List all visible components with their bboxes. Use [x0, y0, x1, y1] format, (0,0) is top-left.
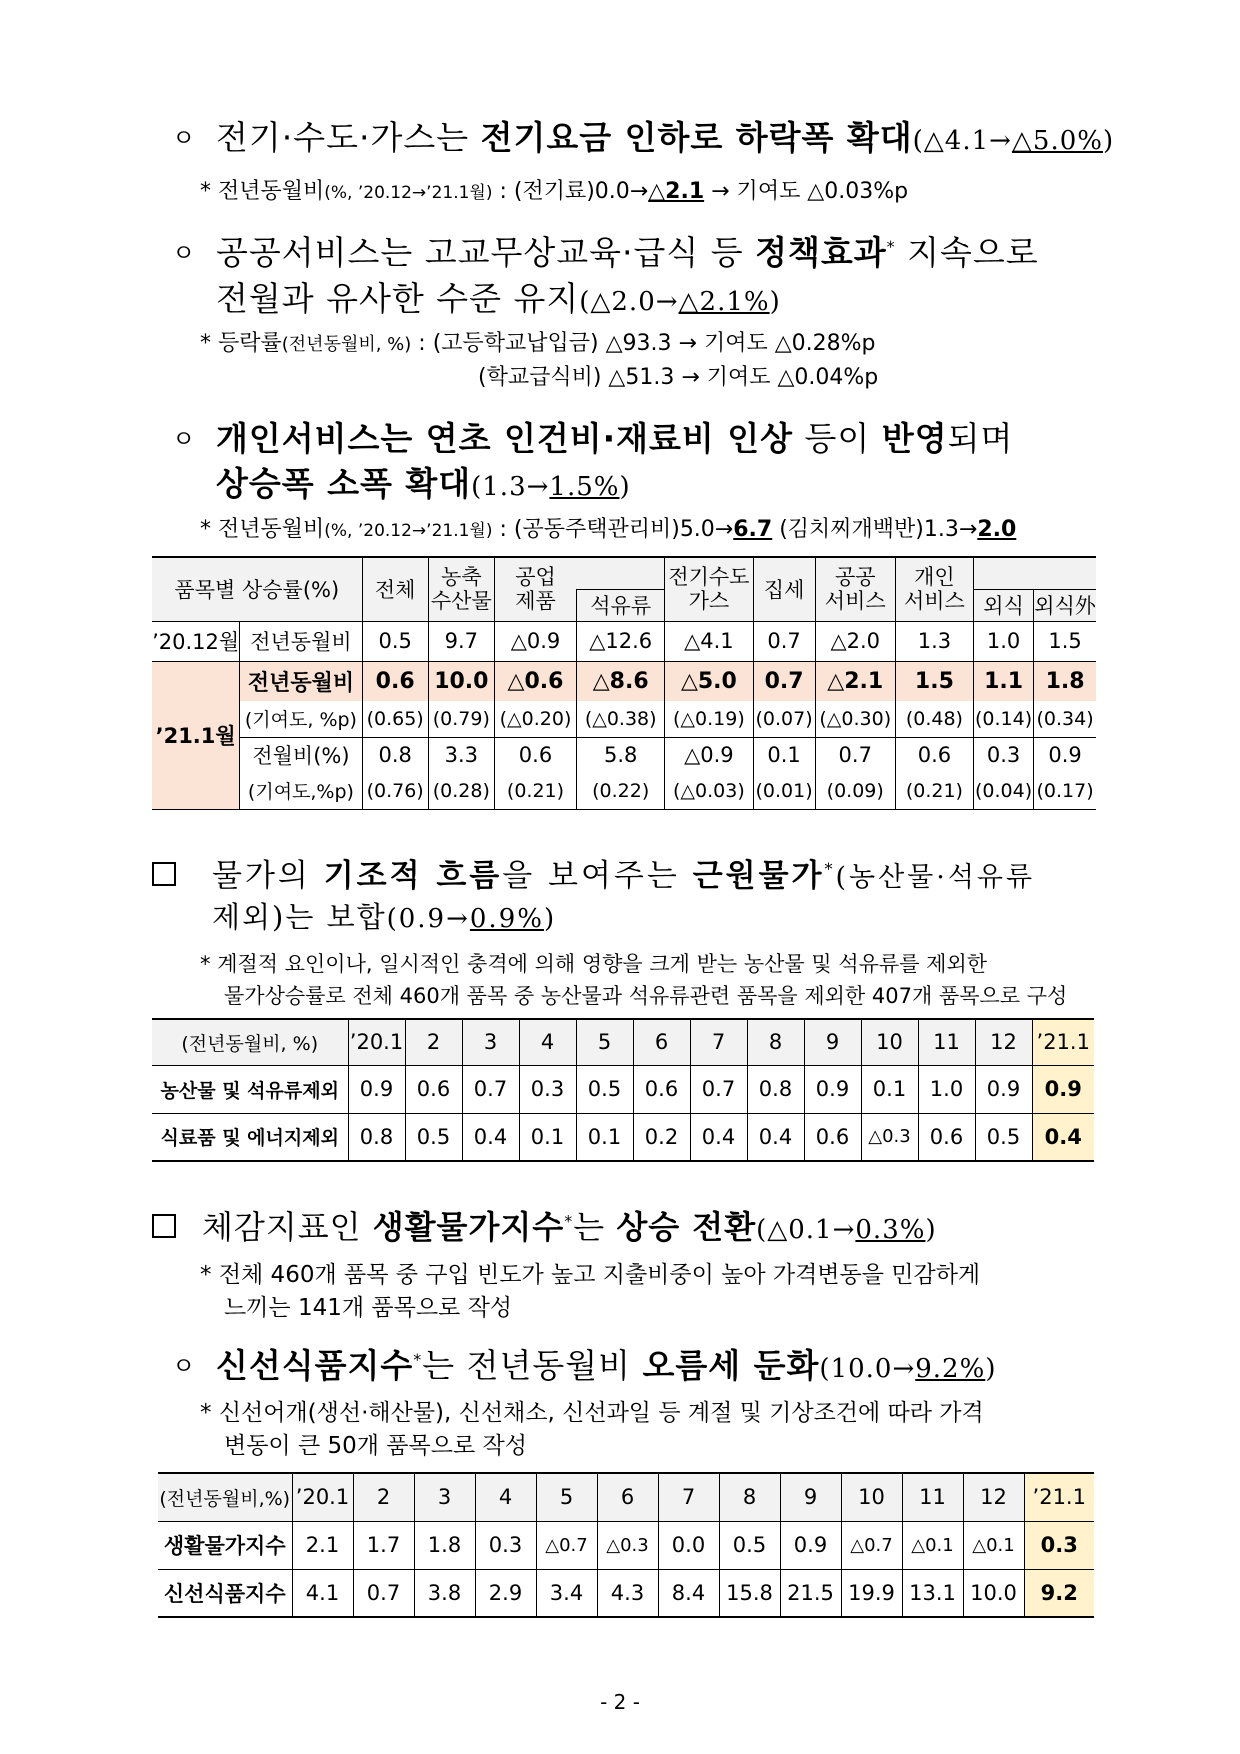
s4-note-line2: 물가상승률로 전체 460개 품목 중 농산물과 석유류관련 품목을 제외한 407개 품목으로 구성	[224, 984, 1068, 1008]
header-agri: 농축 수산물	[428, 557, 494, 621]
s3-heading-line2: 상승폭 소폭 확대(1.3→1.5%)	[216, 464, 631, 503]
s3-heading-line1: 개인서비스는 연초 인건비·재료비 인상 등이 반영되며	[216, 419, 1014, 458]
checkbox-square	[152, 862, 176, 890]
checkbox-square	[152, 1214, 176, 1242]
s1-heading	[216, 112, 1114, 159]
table-row: 신선식품지수 4.1 0.7 3.8 2.9 3.4 4.3 8.4 15.8 21.5 19.9 13.1 10.0 9.2	[158, 1569, 1094, 1617]
header-nondining: 외식外	[1034, 589, 1096, 621]
bullet-circle: ㅇ	[172, 425, 196, 453]
s4-note-line1: * 계절적 요인이나, 일시적인 충격에 의해 영향을 크게 받는 농산물 및 석유류를 제외한	[200, 952, 988, 976]
bullet-circle: ㅇ	[172, 1352, 196, 1380]
table-row: ’21.1월 전년동월비 0.6 10.0 △0.6 △8.6 △5.0 0.7 △2.1 1.5 1.1 1.8	[152, 661, 1096, 701]
header-rent: 집세	[753, 557, 815, 621]
s5-note-line1: * 전체 460개 품목 중 구입 빈도가 높고 지출비중이 높아 가격변동을 민감하게	[200, 1262, 981, 1288]
header-total: 전체	[362, 557, 428, 621]
header-public: 공공 서비스	[815, 557, 895, 621]
s1-text-a: 전기·수도·가스는	[216, 118, 481, 157]
bullet-circle: ㅇ	[172, 239, 196, 267]
page-number: - 2 -	[600, 1690, 640, 1714]
table-row: 생활물가지수 2.1 1.7 1.8 0.3 △0.7 △0.3 0.0 0.5 0.9 △0.7 △0.1 △0.1 0.3	[158, 1521, 1094, 1569]
s2-note: * 등락률(전년동월비, %) : (고등학교납입금) △93.3 → 기여도 △0.28%p	[200, 331, 876, 356]
header-personal: 개인 서비스	[895, 557, 973, 621]
s4-heading-line1: 물가의 기조적 흐름을 보여주는 근원물가*(농산물·석유류	[212, 858, 1036, 894]
living-index-table: (전년동월비,%) ’20.1 2 3 4 5 6 7 8 9 10 11 12 ’21.1 생활물가지수 2.1 1.7 1.8 0.3 △0.7 △0.3 0.0 0.5 0.9 △0.7 △0.1 △0.1 0.3 신선식품지수 4.1 0.7 3.8 2.9 3.4 4.3 8.4 15.8 21.5 19.9 13.1 10.0 9.2	[158, 1472, 1094, 1618]
s2-heading-line1: 공공서비스는 고교무상교육·급식 등 정책효과* 지속으로	[216, 233, 1039, 272]
table-row: 전월비(%) 0.8 3.3 0.6 5.8 △0.9 0.1 0.7 0.6 0.3 0.9	[152, 737, 1096, 773]
core-inflation-table: (전년동월비, %) ’20.1 2 3 4 5 6 7 8 9 10 11 12 ’21.1 농산물 및 석유류제외 0.9 0.6 0.7 0.3 0.5 0.6 0.7 0.8 0.9 0.1 1.0 0.9 0.9 식료품 및 에너지제외 0.8 0.5 0.4 0.1 0.1 0.2 0.4 0.4 0.6 △0.3 0.6 0.5 0.4	[152, 1018, 1094, 1162]
s6-note-line2: 변동이 큰 50개 품목으로 작성	[224, 1433, 527, 1459]
s6-note-line1: * 신선어개(생선·해산물), 신선채소, 신선과일 등 계절 및 기상조건에 따라 가격	[200, 1400, 984, 1426]
table-row: 농산물 및 석유류제외 0.9 0.6 0.7 0.3 0.5 0.6 0.7 0.8 0.9 0.1 1.0 0.9 0.9	[152, 1065, 1094, 1113]
s1-paren: (△4.1→△5.0%)	[912, 126, 1115, 156]
table-row: (기여도, %p) (0.65) (0.79) (△0.20) (△0.38) (△0.19) (0.07) (△0.30) (0.48) (0.14) (0.34)	[152, 701, 1096, 737]
s6-heading: 신선식품지수*는 전년동월비 오름세 둔화(10.0→9.2%)	[216, 1346, 997, 1385]
s5-note-line2: 느끼는 141개 품목으로 작성	[224, 1295, 513, 1321]
s2-note-line2: (학교급식비) △51.3 → 기여도 △0.04%p	[478, 365, 879, 390]
table-row: (기여도,%p) (0.76) (0.28) (0.21) (0.22) (△0.03) (0.01) (0.09) (0.21) (0.04) (0.17)	[152, 773, 1096, 809]
header-utility: 전기수도 가스	[665, 557, 753, 621]
s1-note: * 전년동월비(%, ’20.12→’21.1월) : (전기료)0.0→△2.1 → 기여도 △0.03%p	[200, 179, 909, 204]
header-label: (전년동월비,%)	[158, 1473, 292, 1521]
table-row: ’20.12월 전년동월비 0.5 9.7 △0.9 △12.6 △4.1 0.7 △2.0 1.3 1.0 1.5	[152, 621, 1096, 661]
header-industry: 공업 제품	[494, 557, 576, 621]
s1-text-b: 전기요금 인하로 하락폭 확대	[480, 118, 913, 157]
s5-heading: 체감지표인 생활물가지수*는 상승 전환(△0.1→0.3%)	[202, 1208, 937, 1246]
s3-note: * 전년동월비(%, ’20.12→’21.1월) : (공동주택관리비)5.0→6.7 (김치찌개백반)1.3→2.0	[200, 517, 1017, 542]
bullet-circle: ㅇ	[172, 124, 196, 152]
header-label: (전년동월비, %)	[152, 1019, 348, 1065]
header-dining: 외식	[974, 589, 1034, 621]
header-item: 품목별 상승률(%)	[152, 557, 362, 621]
s4-heading-line2: 제외)는 보합(0.9→0.9%)	[212, 900, 557, 934]
header-oil: 석유류	[577, 589, 665, 621]
category-inflation-table	[152, 556, 1096, 810]
table-row: 식료품 및 에너지제외 0.8 0.5 0.4 0.1 0.1 0.2 0.4 0.4 0.6 △0.3 0.6 0.5 0.4	[152, 1113, 1094, 1161]
s2-heading-line2: 전월과 유사한 수준 유지(△2.0→△2.1%)	[216, 279, 781, 318]
